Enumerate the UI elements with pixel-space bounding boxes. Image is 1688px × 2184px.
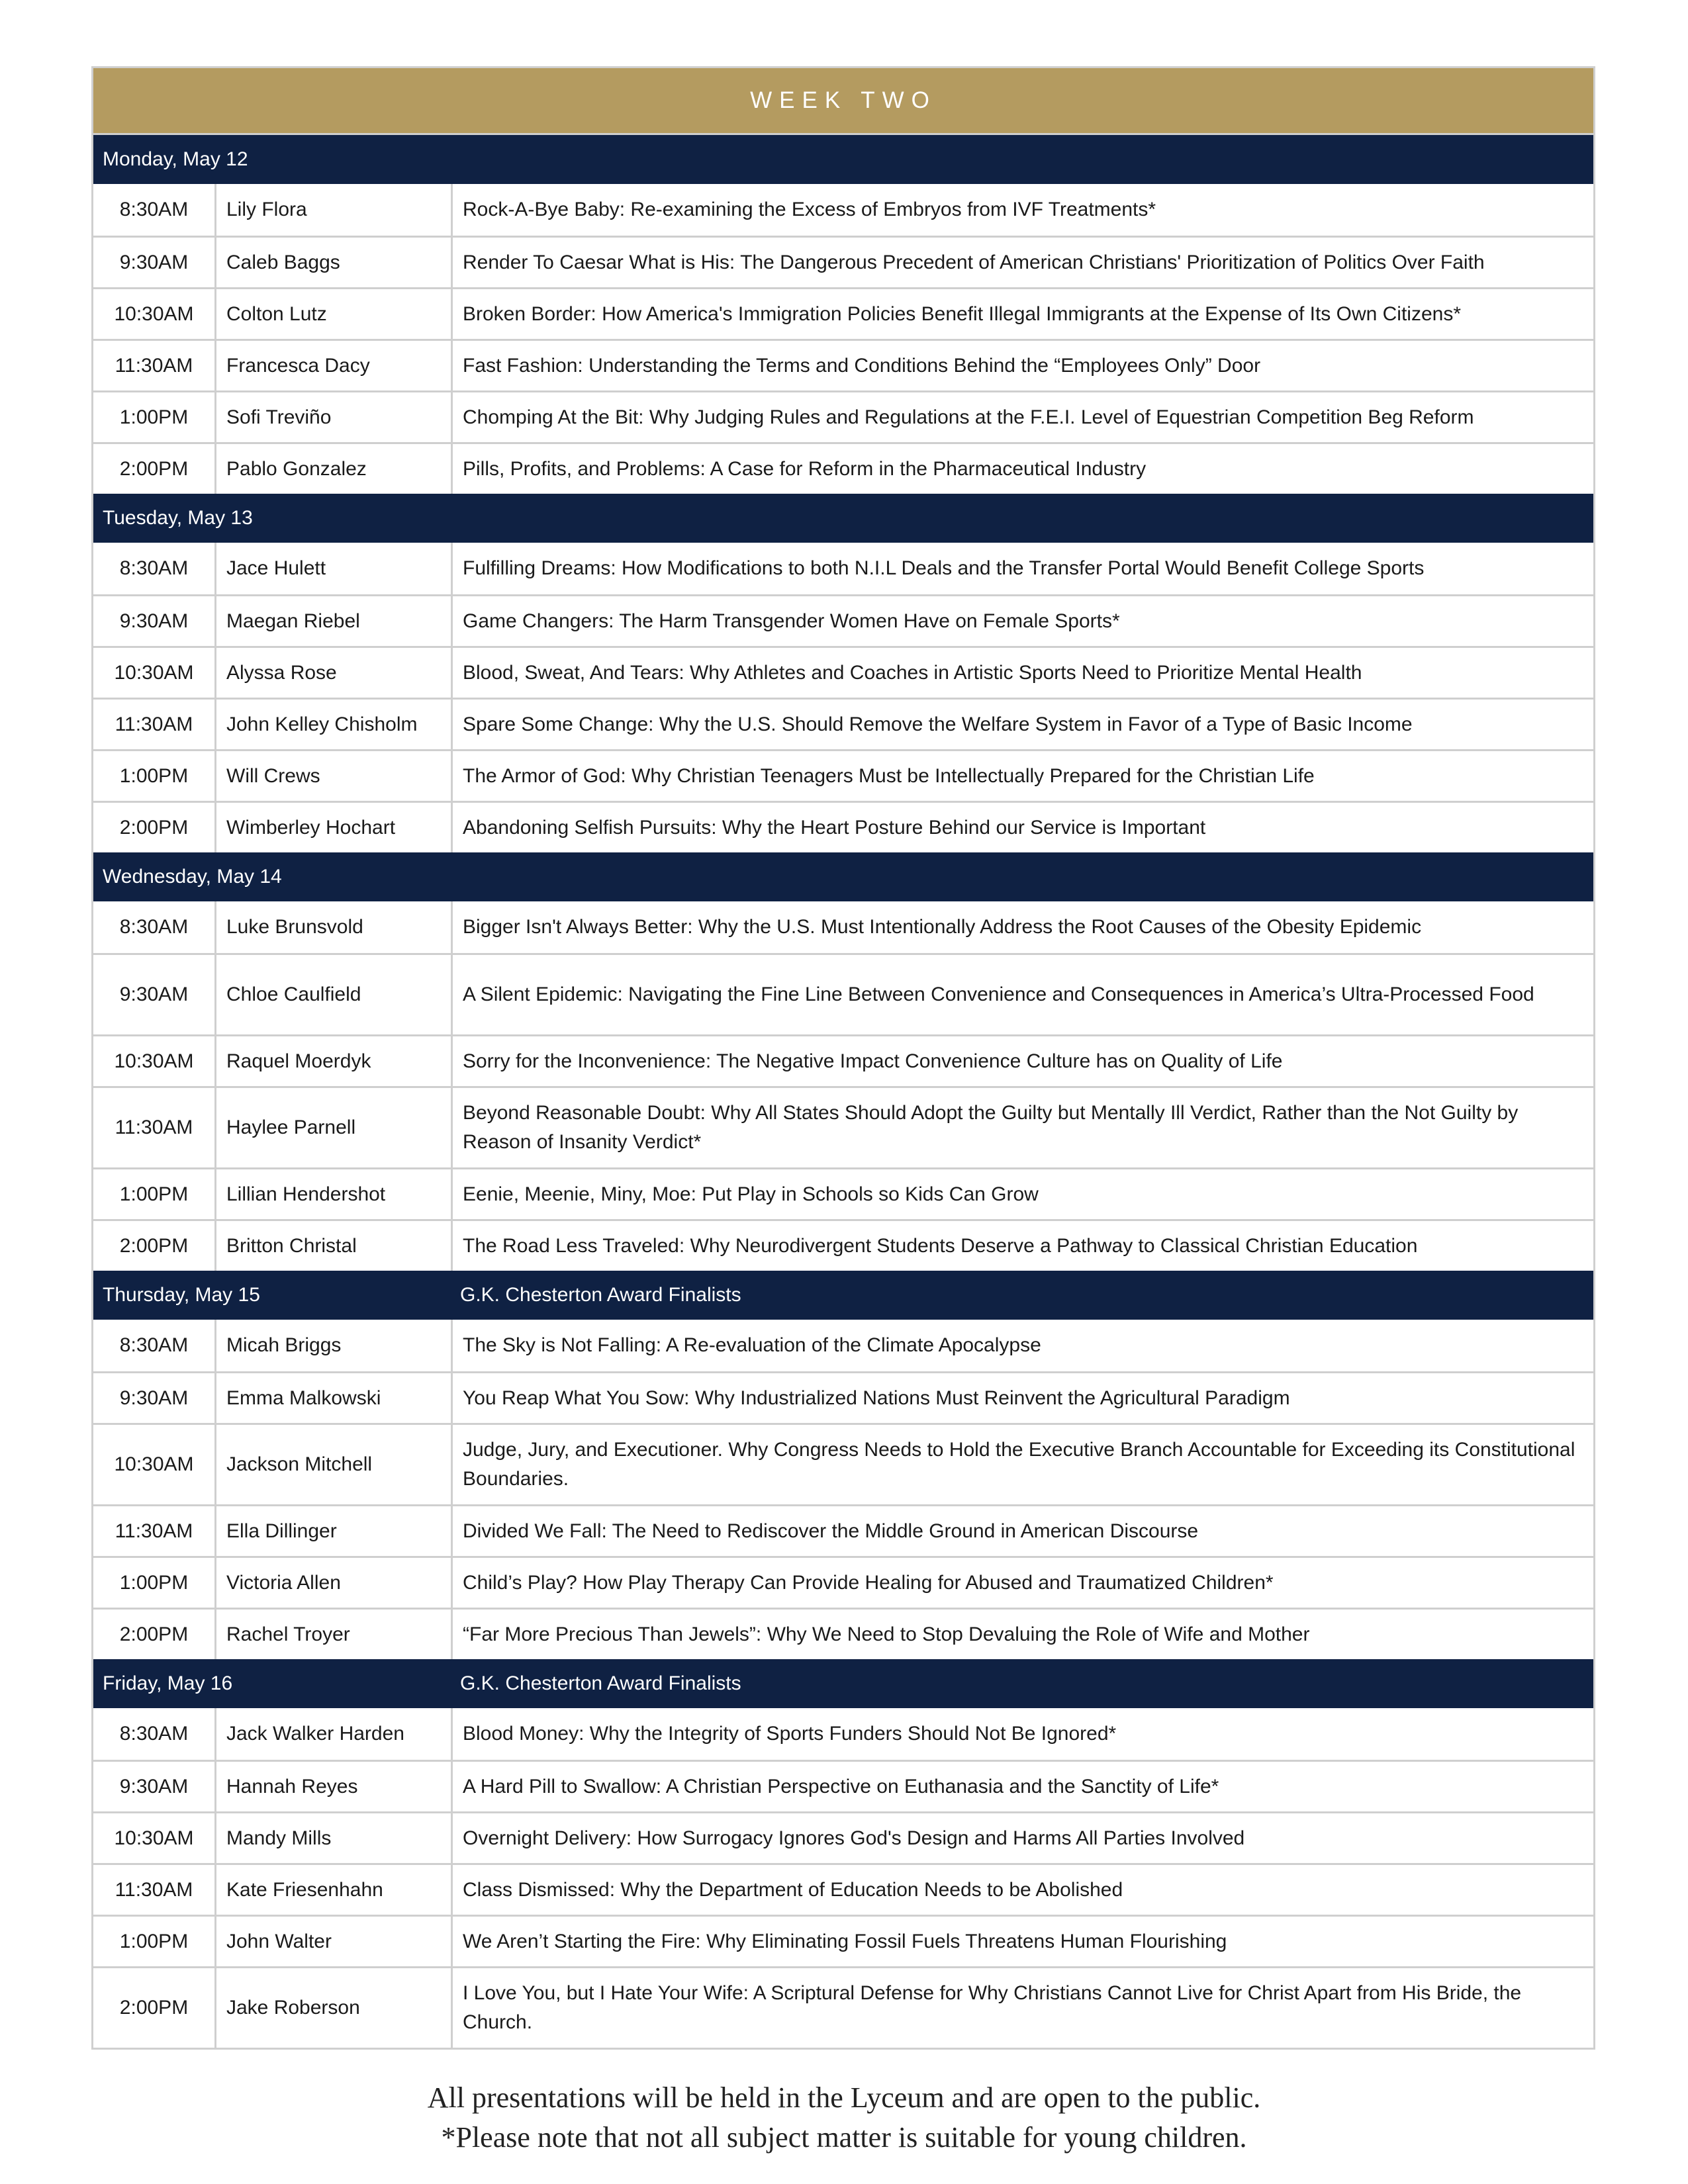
time-cell: 11:30AM [93,1506,216,1556]
presenter-cell: Hannah Reyes [216,1762,453,1811]
footer [0,2078,1688,2158]
title-cell: You Reap What You Sow: Why Industrialized Nations Must Reinvent the Agricultural Paradigm [463,1387,1290,1409]
presenter-cell: Sofi Treviño [216,392,453,442]
time-cell: 10:30AM [93,1813,216,1863]
time-cell: 2:00PM [93,1221,216,1271]
table-row [93,1760,1593,1811]
time-cell: 1:00PM [93,1169,216,1219]
presenter-cell: Kate Friesenhahn [216,1865,453,1915]
day-header [93,494,1593,543]
presenter-cell: John Walter [216,1917,453,1966]
day-label: Monday, May 12 [103,148,248,170]
table-row [93,646,1593,698]
presenter-cell: Jace Hulett [216,543,453,594]
title-cell: Spare Some Change: Why the U.S. Should Remove the Welfare System in Favor of a Type of Basic Income [463,713,1413,735]
time-cell: 9:30AM [93,1373,216,1423]
table-row [93,953,1593,1034]
presenter-cell: Mandy Mills [216,1813,453,1863]
presenter-cell: Britton Christal [216,1221,453,1271]
footer-content-warning: *Please note that not all subject matter is suitable for young children. [441,2121,1247,2154]
time-cell: 11:30AM [93,341,216,390]
table-row [93,339,1593,390]
title-cell: Class Dismissed: Why the Department of Education Needs to be Abolished [463,1878,1123,1901]
table-row [93,901,1593,953]
table-row [93,1034,1593,1086]
day-note: G.K. Chesterton Award Finalists [460,1284,741,1306]
title-cell: Judge, Jury, and Executioner. Why Congress Needs to Hold the Executive Branch Accountable for Exceeding its Constitutional Boundaries. [463,1439,1575,1490]
presenter-cell: Alyssa Rose [216,648,453,698]
title-cell: Blood, Sweat, And Tears: Why Athletes and Coaches in Artistic Sports Need to Prioritize Mental Health [463,661,1362,684]
time-cell: 1:00PM [93,751,216,801]
time-cell: 8:30AM [93,1320,216,1371]
title-cell: “Far More Precious Than Jewels”: Why We Need to Stop Devaluing the Role of Wife and Mother [463,1623,1310,1645]
presenter-cell: Will Crews [216,751,453,801]
day-header [93,852,1593,901]
presenter-cell: Luke Brunsvold [216,901,453,953]
title-cell: Bigger Isn't Always Better: Why the U.S. Must Intentionally Address the Root Causes of the Obesity Epidemic [463,916,1422,938]
presenter-cell: Jake Roberson [216,1968,453,2048]
title-cell: Sorry for the Inconvenience: The Negative Impact Convenience Culture has on Quality of Life [463,1050,1283,1072]
title-cell: Blood Money: Why the Integrity of Sports Funders Should Not Be Ignored* [463,1723,1117,1745]
table-row [93,1556,1593,1608]
presenter-cell: Lily Flora [216,184,453,236]
days-container [93,135,1593,2048]
table-row [93,236,1593,287]
day-label: Tuesday, May 13 [103,507,253,529]
time-cell: 2:00PM [93,1610,216,1659]
time-cell: 10:30AM [93,648,216,698]
title-cell: Fast Fashion: Understanding the Terms and Conditions Behind the “Employees Only” Door [463,354,1261,377]
time-cell: 9:30AM [93,596,216,646]
title-cell: The Armor of God: Why Christian Teenagers Must be Intellectually Prepared for the Christian Life [463,764,1315,787]
time-cell: 8:30AM [93,1708,216,1760]
table-row [93,390,1593,442]
title-cell: Rock-A-Bye Baby: Re-examining the Excess of Embryos from IVF Treatments* [463,199,1156,220]
time-cell: 1:00PM [93,392,216,442]
time-cell: 2:00PM [93,444,216,494]
day-label: Friday, May 16 [103,1672,233,1694]
table-row [93,1708,1593,1760]
table-row [93,442,1593,494]
presenter-cell: Jackson Mitchell [216,1425,453,1504]
presenter-cell: John Kelley Chisholm [216,700,453,749]
day-label: Wednesday, May 14 [103,866,282,887]
presenter-cell: Micah Briggs [216,1320,453,1371]
title-cell: Game Changers: The Harm Transgender Women Have on Female Sports* [463,610,1120,632]
week-title: WEEK TWO [750,87,937,113]
presenter-cell: Victoria Allen [216,1558,453,1608]
time-cell: 9:30AM [93,238,216,287]
time-cell: 11:30AM [93,700,216,749]
time-cell: 10:30AM [93,289,216,339]
time-cell: 11:30AM [93,1088,216,1167]
day-label: Thursday, May 15 [103,1284,260,1306]
title-cell: Divided We Fall: The Need to Rediscover the Middle Ground in American Discourse [463,1520,1199,1542]
title-cell: The Road Less Traveled: Why Neurodivergent Students Deserve a Pathway to Classical Christian Education [463,1234,1418,1257]
time-cell: 9:30AM [93,955,216,1034]
table-row [93,1371,1593,1423]
day-note: G.K. Chesterton Award Finalists [460,1672,741,1694]
table-row [93,1320,1593,1371]
table-row [93,594,1593,646]
table-row [93,1966,1593,2048]
time-cell: 10:30AM [93,1425,216,1504]
time-cell: 1:00PM [93,1558,216,1608]
title-cell: Eenie, Meenie, Miny, Moe: Put Play in Schools so Kids Can Grow [463,1183,1039,1205]
presenter-cell: Caleb Baggs [216,238,453,287]
table-row [93,1915,1593,1966]
time-cell: 8:30AM [93,543,216,594]
day-header [93,1271,1593,1320]
title-cell: Abandoning Selfish Pursuits: Why the Heart Posture Behind our Service is Important [463,816,1206,839]
day-header [93,1659,1593,1708]
week-header [93,68,1593,135]
time-cell: 9:30AM [93,1762,216,1811]
schedule-table [91,66,1595,2050]
presenter-cell: Rachel Troyer [216,1610,453,1659]
title-cell: Chomping At the Bit: Why Judging Rules and Regulations at the F.E.I. Level of Equestrian Competition Beg Reform [463,406,1474,428]
presenter-cell: Jack Walker Harden [216,1708,453,1760]
time-cell: 11:30AM [93,1865,216,1915]
title-cell: A Hard Pill to Swallow: A Christian Perspective on Euthanasia and the Sanctity of Life* [463,1775,1219,1797]
presenter-cell: Chloe Caulfield [216,955,453,1034]
presenter-cell: Emma Malkowski [216,1373,453,1423]
title-cell: Broken Border: How America's Immigration Policies Benefit Illegal Immigrants at the Expense of Its Own Citizens* [463,302,1462,325]
table-row [93,749,1593,801]
presenter-cell: Colton Lutz [216,289,453,339]
table-row [93,1504,1593,1556]
table-row [93,698,1593,749]
title-cell: A Silent Epidemic: Navigating the Fine Line Between Convenience and Consequences in America’s Ultra-Processed Food [463,983,1534,1005]
presenter-cell: Ella Dillinger [216,1506,453,1556]
table-row [93,184,1593,236]
title-cell: Pills, Profits, and Problems: A Case for Reform in the Pharmaceutical Industry [463,457,1147,480]
table-row [93,1423,1593,1504]
table-row [93,1167,1593,1219]
time-cell: 8:30AM [93,184,216,236]
presenter-cell: Raquel Moerdyk [216,1036,453,1086]
table-row [93,1811,1593,1863]
table-row [93,287,1593,339]
table-row [93,1219,1593,1271]
time-cell: 2:00PM [93,1968,216,2048]
title-cell: Render To Caesar What is His: The Dangerous Precedent of American Christians' Prioritization of Politics Over Faith [463,251,1485,273]
table-row [93,1086,1593,1167]
time-cell: 8:30AM [93,901,216,953]
title-cell: We Aren’t Starting the Fire: Why Eliminating Fossil Fuels Threatens Human Flourishing [463,1930,1227,1952]
title-cell: Fulfilling Dreams: How Modifications to both N.I.L Deals and the Transfer Portal Would Benefit College Sports [463,557,1425,579]
title-cell: Child’s Play? How Play Therapy Can Provide Healing for Abused and Traumatized Children* [463,1571,1274,1594]
footer-venue-note: All presentations will be held in the Lyceum and are open to the public. [427,2081,1261,2114]
time-cell: 1:00PM [93,1917,216,1966]
table-row [93,801,1593,852]
table-row [93,543,1593,594]
table-row [93,1608,1593,1659]
presenter-cell: Maegan Riebel [216,596,453,646]
presenter-cell: Haylee Parnell [216,1088,453,1167]
presenter-cell: Lillian Hendershot [216,1169,453,1219]
title-cell: Overnight Delivery: How Surrogacy Ignores God's Design and Harms All Parties Involved [463,1827,1245,1849]
presenter-cell: Francesca Dacy [216,341,453,390]
title-cell: The Sky is Not Falling: A Re-evaluation of the Climate Apocalypse [463,1334,1041,1356]
day-header [93,135,1593,184]
title-cell: Beyond Reasonable Doubt: Why All States Should Adopt the Guilty but Mentally Ill Verdict, Rather than the Not Guilty by Reason of Insanity Verdict* [463,1102,1519,1153]
time-cell: 2:00PM [93,803,216,852]
presenter-cell: Wimberley Hochart [216,803,453,852]
title-cell: I Love You, but I Hate Your Wife: A Scriptural Defense for Why Christians Cannot Live for Christ Apart from His Bride, the Church. [463,1982,1522,2033]
table-row [93,1863,1593,1915]
presenter-cell: Pablo Gonzalez [216,444,453,494]
time-cell: 10:30AM [93,1036,216,1086]
